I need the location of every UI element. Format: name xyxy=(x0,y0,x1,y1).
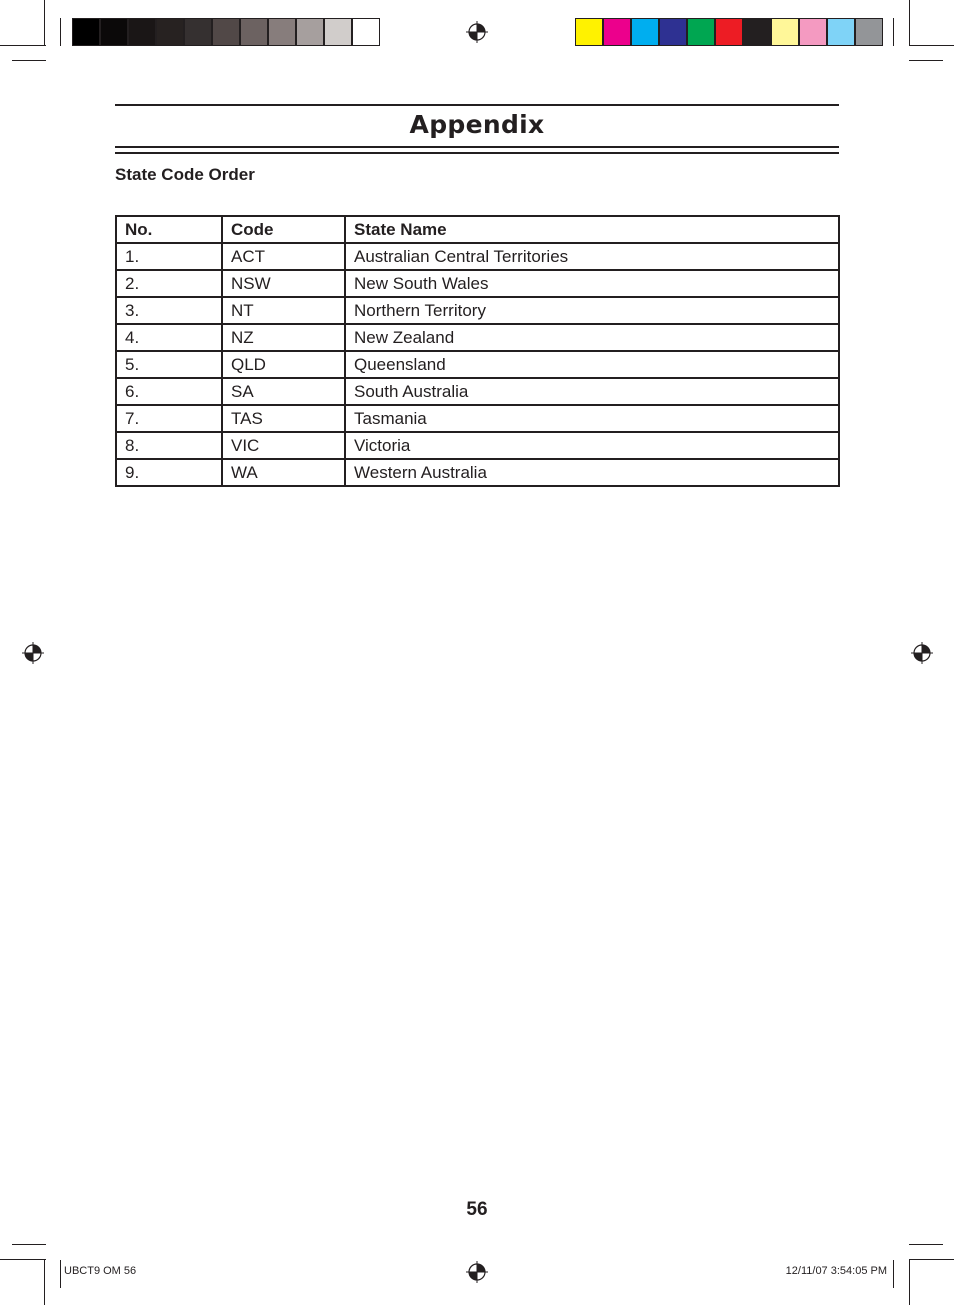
page-title: Appendix xyxy=(409,110,545,139)
cell-code: ACT xyxy=(222,243,345,270)
color-swatch xyxy=(715,18,743,46)
cell-code: SA xyxy=(222,378,345,405)
registration-mark-icon xyxy=(466,21,488,43)
crop-mark xyxy=(893,18,894,46)
cell-state-name: New Zealand xyxy=(345,324,839,351)
cell-state-name: Victoria xyxy=(345,432,839,459)
color-swatch xyxy=(631,18,659,46)
crop-mark xyxy=(44,1260,45,1305)
cell-no: 9. xyxy=(116,459,222,486)
cell-state-name: Australian Central Territories xyxy=(345,243,839,270)
cell-no: 6. xyxy=(116,378,222,405)
color-swatch xyxy=(352,18,380,46)
table-row xyxy=(116,297,839,324)
cell-no: 1. xyxy=(116,243,222,270)
color-swatch xyxy=(799,18,827,46)
cell-no: 3. xyxy=(116,297,222,324)
table-row xyxy=(116,459,839,486)
cell-state-name: Queensland xyxy=(345,351,839,378)
header-rule-bottom xyxy=(115,152,839,154)
color-swatch xyxy=(603,18,631,46)
column-header-no: No. xyxy=(116,216,222,243)
registration-mark-icon xyxy=(466,1261,488,1283)
color-swatch xyxy=(687,18,715,46)
registration-mark-icon xyxy=(911,642,933,664)
table-row xyxy=(116,432,839,459)
color-swatch xyxy=(324,18,352,46)
cell-state-name: Tasmania xyxy=(345,405,839,432)
crop-mark xyxy=(909,1260,910,1305)
slug-timestamp: 12/11/07 3:54:05 PM xyxy=(785,1265,887,1277)
color-swatch xyxy=(296,18,324,46)
cell-code: WA xyxy=(222,459,345,486)
column-header-state-name: State Name xyxy=(345,216,839,243)
cell-no: 5. xyxy=(116,351,222,378)
crop-mark xyxy=(909,1259,954,1260)
crop-mark xyxy=(0,1259,46,1260)
column-header-code: Code xyxy=(222,216,345,243)
cell-state-name: Northern Territory xyxy=(345,297,839,324)
cell-code: NZ xyxy=(222,324,345,351)
slug-file-label: UBCT9 OM 56 xyxy=(64,1265,137,1277)
cell-code: QLD xyxy=(222,351,345,378)
color-swatch xyxy=(72,18,100,46)
crop-mark xyxy=(12,1244,46,1245)
section-heading: State Code Order xyxy=(115,165,255,184)
table-row xyxy=(116,378,839,405)
crop-mark xyxy=(909,1244,943,1245)
color-swatch xyxy=(855,18,883,46)
table-header-row xyxy=(116,216,839,243)
color-swatch xyxy=(827,18,855,46)
color-swatch xyxy=(184,18,212,46)
color-swatch xyxy=(212,18,240,46)
color-swatch xyxy=(268,18,296,46)
cell-no: 8. xyxy=(116,432,222,459)
cell-state-name: Western Australia xyxy=(345,459,839,486)
crop-mark xyxy=(44,0,45,46)
state-code-table xyxy=(115,215,840,487)
table-row xyxy=(116,270,839,297)
table-row xyxy=(116,405,839,432)
color-swatch xyxy=(128,18,156,46)
crop-mark xyxy=(909,60,943,61)
page-number: 56 xyxy=(466,1199,488,1220)
cell-code: NT xyxy=(222,297,345,324)
header-rule-top xyxy=(115,104,839,106)
color-swatch xyxy=(240,18,268,46)
cell-code: NSW xyxy=(222,270,345,297)
crop-mark xyxy=(909,0,910,46)
cell-no: 7. xyxy=(116,405,222,432)
cell-state-name: New South Wales xyxy=(345,270,839,297)
table-row xyxy=(116,324,839,351)
color-swatch xyxy=(575,18,603,46)
header-rule-bottom xyxy=(115,146,839,148)
cell-no: 2. xyxy=(116,270,222,297)
cell-code: TAS xyxy=(222,405,345,432)
color-swatch xyxy=(771,18,799,46)
crop-mark xyxy=(60,1260,61,1288)
cell-code: VIC xyxy=(222,432,345,459)
color-swatch xyxy=(156,18,184,46)
cell-state-name: South Australia xyxy=(345,378,839,405)
crop-mark xyxy=(909,45,954,46)
color-swatch xyxy=(743,18,771,46)
crop-mark xyxy=(0,45,46,46)
crop-mark xyxy=(893,1260,894,1288)
registration-mark-icon xyxy=(22,642,44,664)
crop-mark xyxy=(12,60,46,61)
crop-mark xyxy=(60,18,61,46)
color-swatch xyxy=(100,18,128,46)
table-row xyxy=(116,351,839,378)
table-row xyxy=(116,243,839,270)
cell-no: 4. xyxy=(116,324,222,351)
color-swatch xyxy=(659,18,687,46)
